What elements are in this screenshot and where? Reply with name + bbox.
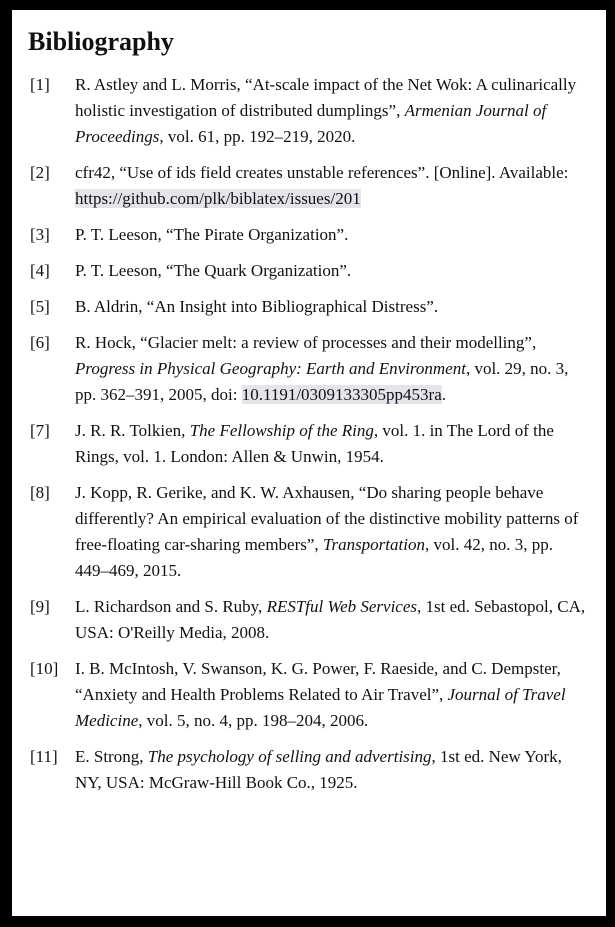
reference-entry: [30, 744, 586, 796]
reference-text-segment: The psychology of selling and advertising: [147, 746, 432, 766]
reference-text: [75, 744, 586, 796]
reference-entry: [30, 258, 586, 284]
reference-entry: [30, 222, 586, 248]
reference-text-segment: .: [441, 384, 447, 404]
reference-text: [75, 258, 586, 284]
reference-text-segment: , vol. 42, no. 3, pp. 449–469, 2015.: [75, 534, 553, 580]
reference-entry: [30, 72, 586, 150]
reference-entry: [30, 594, 586, 646]
reference-text-segment: , 1st ed. New York, NY, USA: McGraw-Hill Book Co., 1925.: [75, 746, 562, 792]
reference-text-segment: L. Richardson and S. Ruby,: [75, 596, 267, 616]
reference-number: [5]: [30, 296, 50, 316]
reference-text: [75, 594, 586, 646]
reference-entry: [30, 160, 586, 212]
reference-number: [6]: [30, 332, 50, 352]
reference-number: [8]: [30, 482, 50, 502]
reference-text-segment: Progress in Physical Geography: Earth and Environment: [75, 358, 466, 378]
reference-text-segment: , vol. 5, no. 4, pp. 198–204, 2006.: [138, 710, 369, 730]
reference-text-segment: , 1st ed. Sebastopol, CA, USA: O'Reilly Media, 2008.: [75, 596, 586, 642]
document-page: [12, 10, 606, 916]
reference-text-segment: , vol. 61, pp. 192–219, 2020.: [159, 126, 356, 146]
reference-text-segment: E. Strong,: [75, 746, 148, 766]
reference-entry: [30, 330, 586, 408]
reference-link[interactable]: 10.1191/0309133305pp453ra: [241, 384, 442, 404]
reference-text-segment: J. R. R. Tolkien,: [75, 420, 190, 440]
reference-number: [1]: [30, 74, 50, 94]
reference-link[interactable]: https://github.com/plk/biblatex/issues/201: [75, 188, 361, 208]
reference-text: [75, 480, 586, 584]
reference-number: [3]: [30, 224, 50, 244]
page-title: Bibliography: [28, 27, 174, 56]
reference-text-segment: Armenian Journal of Proceedings: [75, 100, 547, 146]
reference-entry: [30, 656, 586, 734]
reference-text: [75, 160, 586, 212]
reference-text-segment: The Fellowship of the Ring: [189, 420, 374, 440]
reference-text-segment: I. B. McIntosh, V. Swanson, K. G. Power, F. Raeside, and C. Dempster, “Anxiety and Health Problems Related to Air Travel”,: [75, 658, 561, 704]
reference-text-segment: B. Aldrin, “An Insight into Bibliographical Distress”.: [75, 296, 439, 316]
reference-text-segment: J. Kopp, R. Gerike, and K. W. Axhausen, “Do sharing people behave differently? An empirical evaluation of the distinctive mobility patterns of free-floating car-sharing members”,: [75, 482, 579, 554]
reference-list: [28, 72, 586, 796]
reference-text-segment: , vol. 1. in The Lord of the Rings, vol. 1. London: Allen & Unwin, 1954.: [75, 420, 554, 466]
reference-text: [75, 294, 586, 320]
reference-text-segment: cfr42, “Use of ids field creates unstable references”. [Online]. Available:: [75, 162, 569, 182]
reference-number: [11]: [30, 746, 58, 766]
reference-number: [4]: [30, 260, 50, 280]
reference-text-segment: P. T. Leeson, “The Pirate Organization”.: [75, 224, 349, 244]
reference-text-segment: , vol. 29, no. 3, pp. 362–391, 2005, doi:: [75, 358, 569, 404]
reference-text: [75, 222, 586, 248]
reference-number: [10]: [30, 658, 59, 678]
reference-text: [75, 656, 586, 734]
reference-text: [75, 418, 586, 470]
reference-text-segment: Transportation: [322, 534, 425, 554]
reference-text-segment: Journal of Travel Medicine: [75, 684, 566, 730]
reference-text-segment: RESTful Web Services: [266, 596, 418, 616]
reference-text-segment: P. T. Leeson, “The Quark Organization”.: [75, 260, 352, 280]
reference-entry: [30, 418, 586, 470]
reference-entry: [30, 294, 586, 320]
reference-text-segment: R. Hock, “Glacier melt: a review of processes and their modelling”,: [75, 332, 537, 352]
reference-number: [7]: [30, 420, 50, 440]
reference-text-segment: R. Astley and L. Morris, “At-scale impact of the Net Wok: A culinarically holistic investigation of distributed dumplings”,: [75, 74, 577, 120]
reference-entry: [30, 480, 586, 584]
reference-text: [75, 72, 586, 150]
reference-text: [75, 330, 586, 408]
reference-number: [9]: [30, 596, 50, 616]
reference-number: [2]: [30, 162, 50, 182]
